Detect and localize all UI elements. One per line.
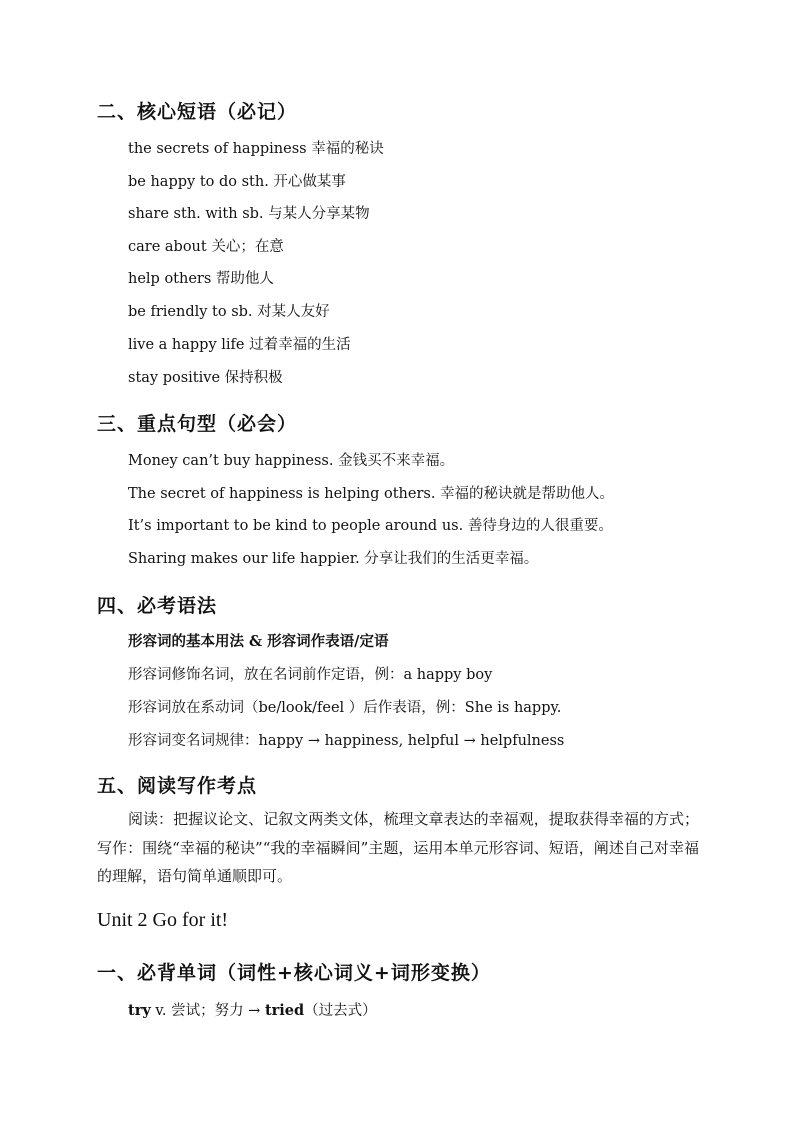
sentence-line: The secret of happiness is helping others. 幸福的秘诀就是帮助他人。 <box>128 486 615 502</box>
vocab-form: tried <box>264 1002 305 1019</box>
phrase-line: live a happy life 过着幸福的生活 <box>128 337 351 353</box>
grammar-subtitle: 形容词的基本用法 & 形容词作表语/定语 <box>128 633 389 650</box>
sentence-line: Sharing makes our life happier. 分享让我们的生活更幸福。 <box>128 551 539 567</box>
section-heading-vocabulary: 一、必背单词（词性+核心词义+词形变换） <box>97 962 491 984</box>
sentence-line: It’s important to be kind to people around us. 善待身边的人很重要。 <box>128 518 613 534</box>
vocab-form-note: （过去式） <box>304 1003 377 1019</box>
section-heading-reading-writing: 五、阅读写作考点 <box>97 775 258 797</box>
phrase-line: be happy to do sth. 开心做某事 <box>128 174 346 190</box>
phrase-line: help others 帮助他人 <box>128 271 274 287</box>
phrase-line: stay positive 保持积极 <box>128 370 283 386</box>
vocab-entry <box>128 999 377 1020</box>
phrase-line: care about 关心；在意 <box>128 239 284 255</box>
grammar-line: 形容词变名词规律：happy → happiness, helpful → helpfulness <box>128 733 565 749</box>
vocab-word: try <box>128 1002 151 1019</box>
reading-writing-paragraph: 阅读：把握议论文、记叙文两类文体，梳理文章表达的幸福观，提取获得幸福的方式；写作：围绕“幸福的秘诀”“我的幸福瞬间”主题，运用本单元形容词、短语，阐述自己对幸福的理解，语句简单通顺即可。 <box>97 810 699 885</box>
unit-title: Unit 2 Go for it! <box>97 909 229 931</box>
vocab-meaning: v. 尝试；努力 → <box>150 1003 265 1019</box>
phrase-line: be friendly to sb. 对某人友好 <box>128 304 330 320</box>
grammar-line: 形容词放在系动词（be/look/feel ）后作表语，例：She is happy. <box>128 700 562 716</box>
section-heading-key-sentences: 三、重点句型（必会） <box>97 413 298 435</box>
sentence-line: Money can’t buy happiness. 金钱买不来幸福。 <box>128 453 455 469</box>
phrase-line: share sth. with sb. 与某人分享某物 <box>128 206 370 222</box>
section-heading-core-phrases: 二、核心短语（必记） <box>97 101 298 123</box>
grammar-line: 形容词修饰名词，放在名词前作定语，例：a happy boy <box>128 667 493 683</box>
phrase-line: the secrets of happiness 幸福的秘诀 <box>128 141 384 157</box>
section-heading-grammar: 四、必考语法 <box>97 595 218 617</box>
